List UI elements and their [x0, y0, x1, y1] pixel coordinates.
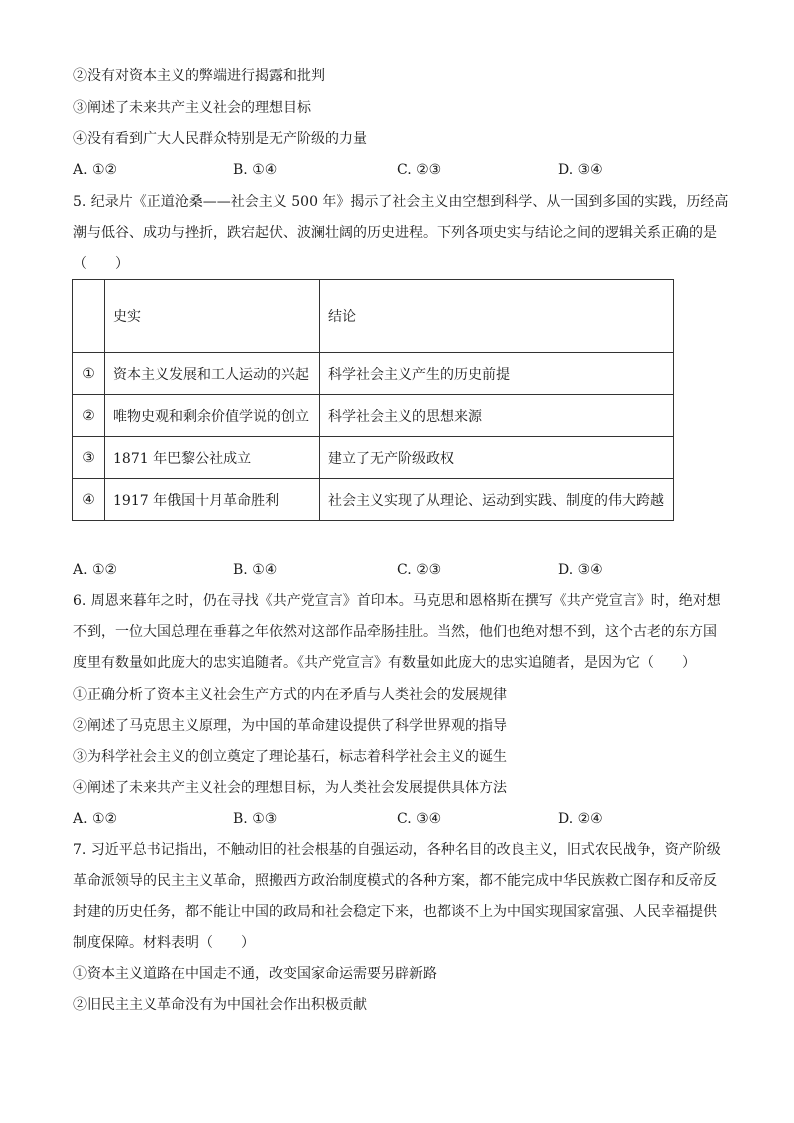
- q4-options: [73, 160, 673, 180]
- q5-stem-line-1: 5. 纪录片《正道沧桑——社会主义 500 年》揭示了社会主义由空想到科学、从一国到多国的实践，历经高: [73, 194, 729, 210]
- row-index: ④: [73, 479, 105, 521]
- q4-item-3: ③阐述了未来共产主义社会的理想目标: [73, 100, 311, 116]
- row-fact: 1871 年巴黎公社成立: [105, 437, 320, 479]
- q6-item-1: ①正确分析了资本主义社会生产方式的内在矛盾与人类社会的发展规律: [73, 687, 507, 703]
- q4-item-4: ④没有看到广大人民群众特别是无产阶级的力量: [73, 131, 367, 147]
- option-d[interactable]: D. ③④: [558, 562, 603, 578]
- q6-stem-line-3: 度里有数量如此庞大的忠实追随者。《共产党宣言》有数量如此庞大的忠实追随者，是因为它（ ）: [73, 655, 696, 671]
- row-fact: 唯物史观和剩余价值学说的创立: [105, 395, 320, 437]
- table-row: [73, 479, 674, 521]
- option-c[interactable]: C. ②③: [397, 162, 442, 178]
- q7-stem-line-4: 制度保障。材料表明（ ）: [73, 935, 255, 951]
- q6-options: [73, 809, 673, 829]
- option-a[interactable]: A. ①②: [73, 562, 118, 578]
- q6-item-2: ②阐述了马克思主义原理，为中国的革命建设提供了科学世界观的指导: [73, 718, 507, 734]
- row-index: ①: [73, 353, 105, 395]
- table-row: [73, 353, 674, 395]
- q7-stem-line-1: 7. 习近平总书记指出，不触动旧的社会根基的自强运动，各种名目的改良主义，旧式农民战争，资产阶级: [73, 842, 721, 858]
- q7-item-2: ②旧民主主义革命没有为中国社会作出积极贡献: [73, 997, 367, 1013]
- row-conclusion: 科学社会主义的思想来源: [320, 395, 674, 437]
- q6-item-3: ③为科学社会主义的创立奠定了理论基石，标志着科学社会主义的诞生: [73, 749, 507, 765]
- table-row: [73, 437, 674, 479]
- q6-stem-line-1: 6. 周恩来暮年之时，仍在寻找《共产党宣言》首印本。马克思和恩格斯在撰写《共产党宣言》时，绝对想: [73, 593, 721, 609]
- header-conclusion-cell: 结论: [320, 280, 674, 353]
- q6-stem-line-2: 不到，一位大国总理在垂暮之年依然对这部作品牵肠挂肚。当然，他们也绝对想不到，这个古老的东方国: [73, 624, 717, 640]
- option-b[interactable]: B. ①④: [233, 162, 278, 178]
- q5-stem-line-2: 潮与低谷、成功与挫折，跌宕起伏、波澜壮阔的历史进程。下列各项史实与结论之间的逻辑关系正确的是: [73, 225, 717, 241]
- q5-stem-line-3: （ ）: [73, 256, 129, 272]
- row-index: ③: [73, 437, 105, 479]
- q7-stem-line-3: 封建的历史任务，都不能让中国的政局和社会稳定下来，也都谈不上为中国实现国家富强、人民幸福提供: [73, 904, 717, 920]
- q5-options: [73, 560, 673, 580]
- row-index: ②: [73, 395, 105, 437]
- row-conclusion: 社会主义实现了从理论、运动到实践、制度的伟大跨越: [320, 479, 674, 521]
- row-fact: 资本主义发展和工人运动的兴起: [105, 353, 320, 395]
- table-row: [73, 395, 674, 437]
- option-d[interactable]: D. ②④: [558, 811, 603, 827]
- header-index-cell: [73, 280, 105, 353]
- q6-item-4: ④阐述了未来共产主义社会的理想目标，为人类社会发展提供具体方法: [73, 780, 507, 796]
- history-fact-table: [72, 279, 674, 521]
- table-header-row: [73, 280, 674, 353]
- option-c[interactable]: C. ②③: [397, 562, 442, 578]
- option-b[interactable]: B. ①④: [233, 562, 278, 578]
- row-conclusion: 建立了无产阶级政权: [320, 437, 674, 479]
- row-fact: 1917 年俄国十月革命胜利: [105, 479, 320, 521]
- q4-item-2: ②没有对资本主义的弊端进行揭露和批判: [73, 68, 325, 84]
- option-c[interactable]: C. ③④: [397, 811, 442, 827]
- row-conclusion: 科学社会主义产生的历史前提: [320, 353, 674, 395]
- q7-item-1: ①资本主义道路在中国走不通，改变国家命运需要另辟新路: [73, 966, 437, 982]
- option-a[interactable]: A. ①②: [73, 162, 118, 178]
- header-fact-cell: 史实: [105, 280, 320, 353]
- option-a[interactable]: A. ①②: [73, 811, 118, 827]
- q7-stem-line-2: 革命派领导的民主主义革命，照搬西方政治制度模式的各种方案，都不能完成中华民族救亡图存和反帝反: [73, 873, 717, 889]
- option-d[interactable]: D. ③④: [558, 162, 603, 178]
- option-b[interactable]: B. ①③: [233, 811, 278, 827]
